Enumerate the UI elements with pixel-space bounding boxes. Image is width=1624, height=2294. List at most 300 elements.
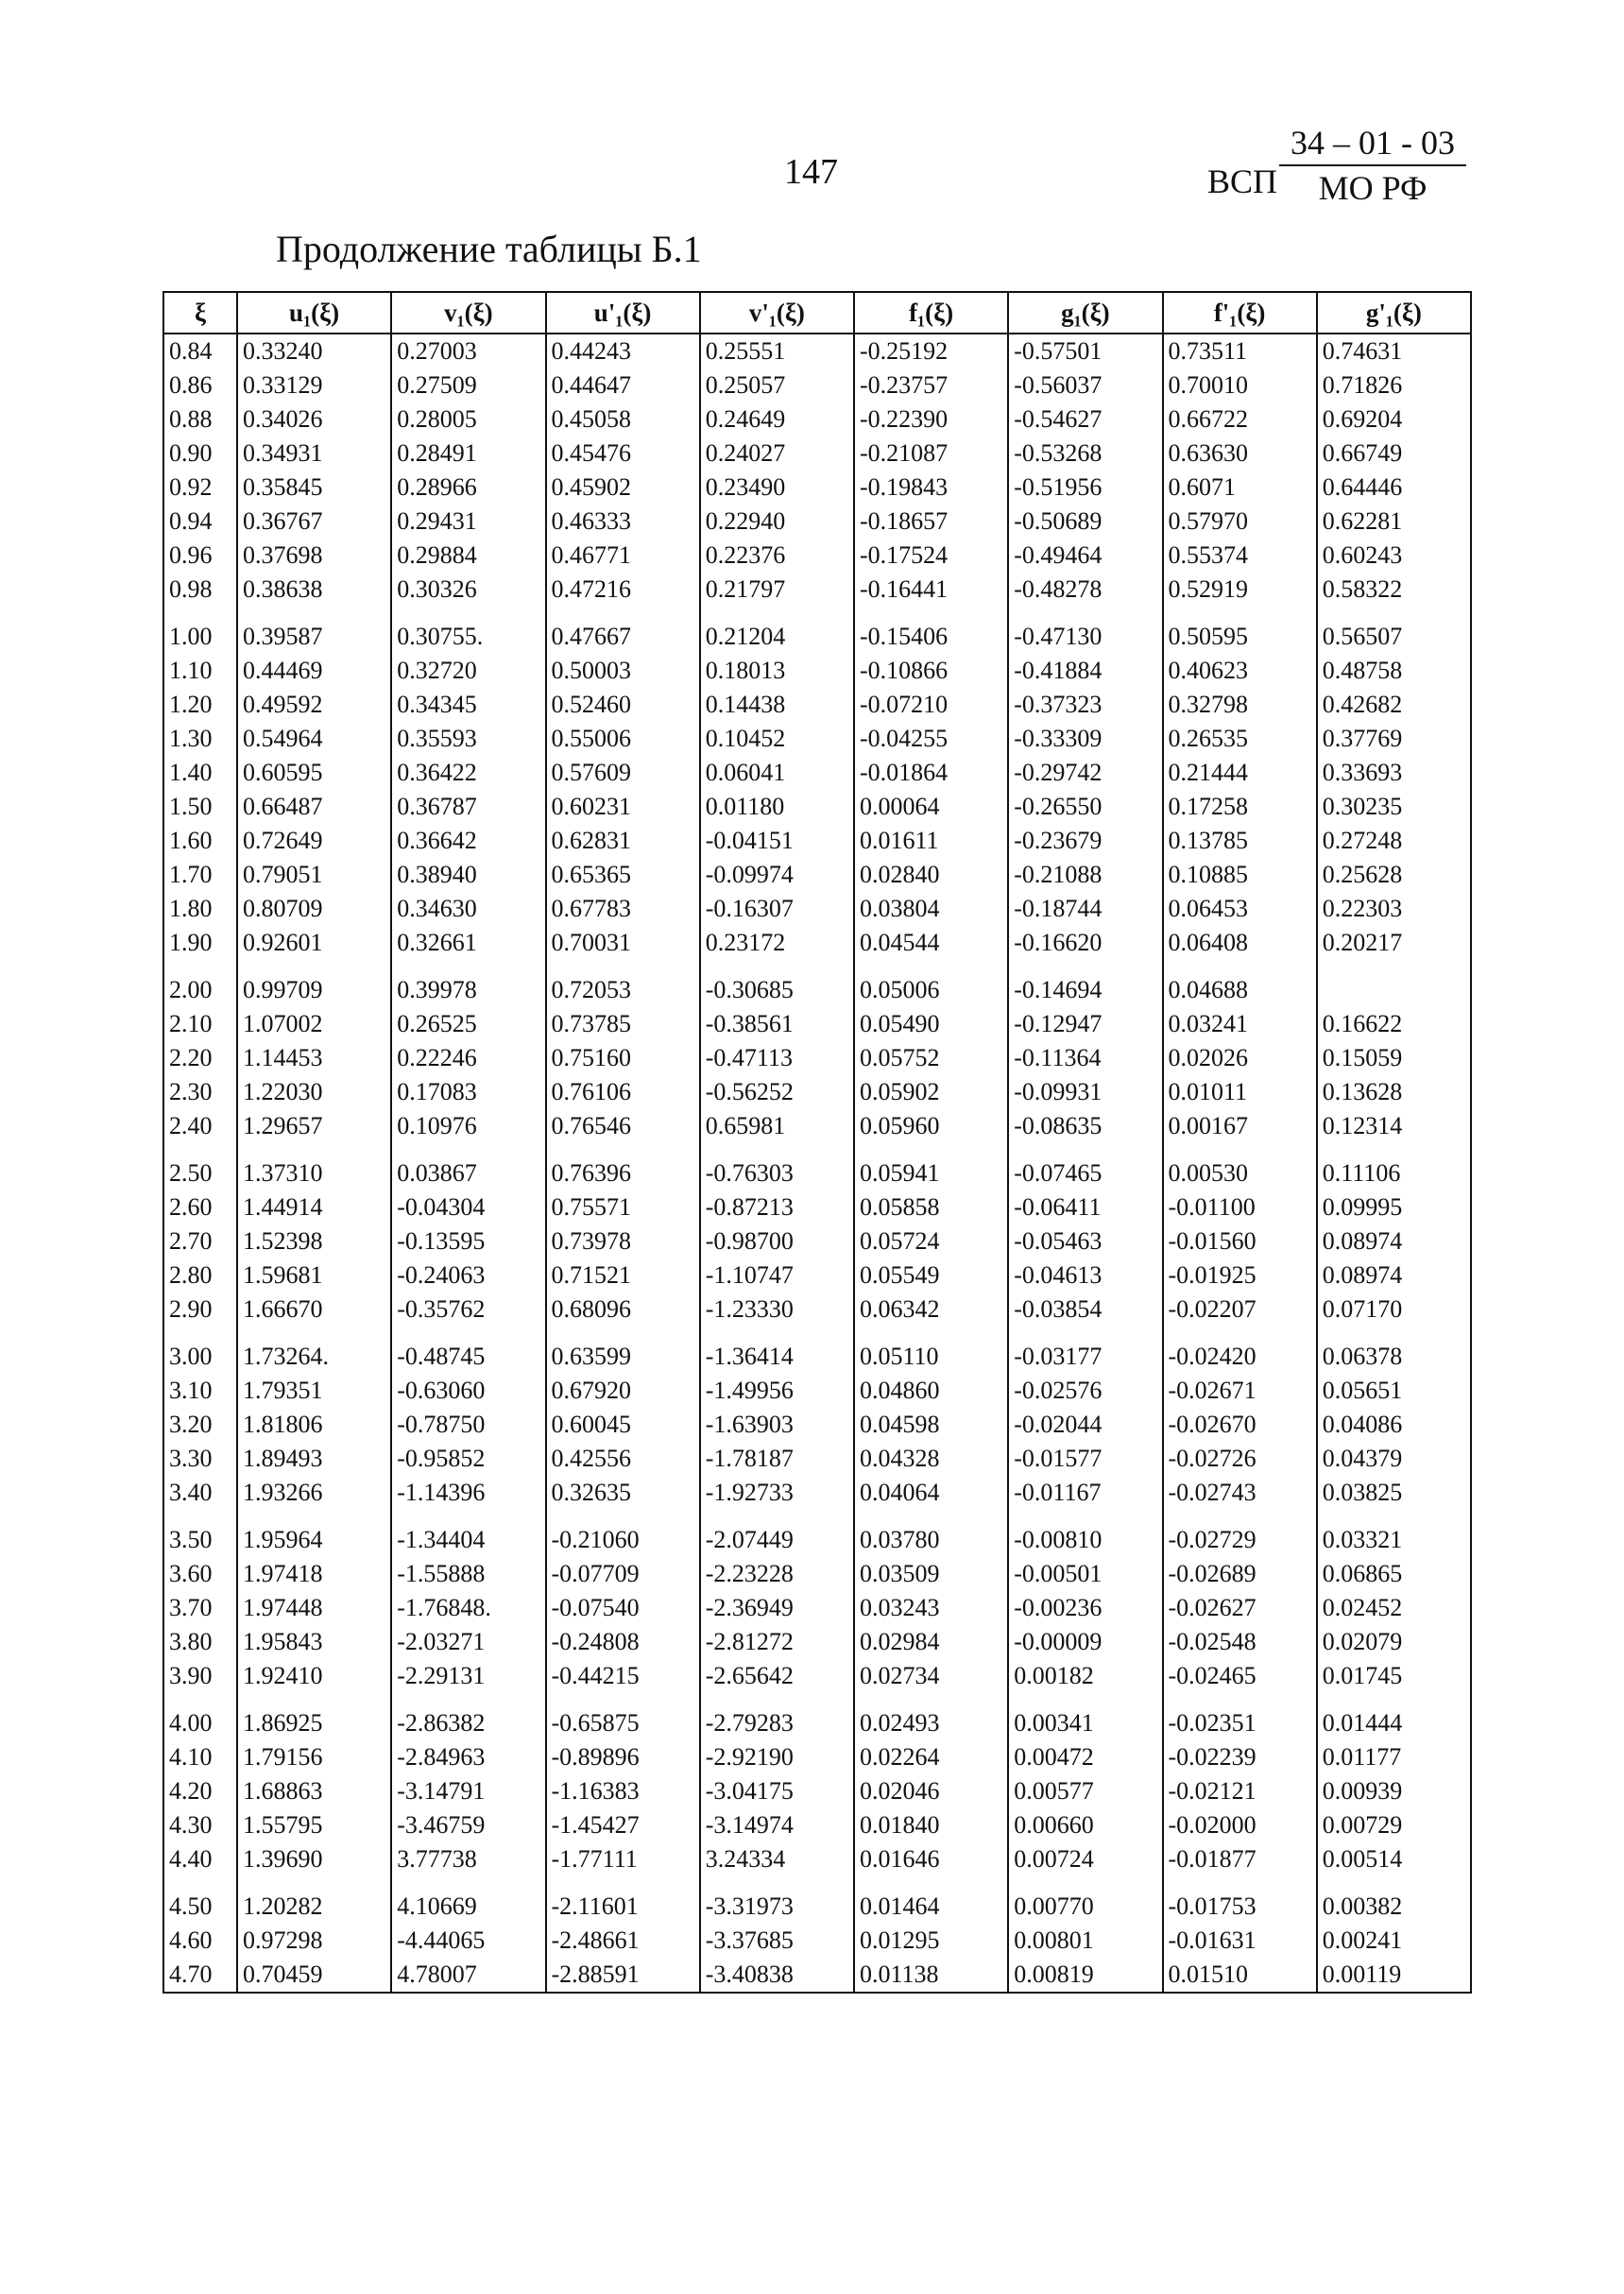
- table-cell: 0.08974: [1317, 1258, 1471, 1293]
- table-cell: 0.04688: [1163, 960, 1317, 1007]
- table-cell: 0.22246: [391, 1041, 545, 1075]
- table-cell: 0.05549: [854, 1258, 1008, 1293]
- table-body: [163, 334, 1471, 1993]
- table-cell: -0.02121: [1163, 1774, 1317, 1808]
- table-cell: 0.30235: [1317, 790, 1471, 824]
- table-cell: -2.29131: [391, 1659, 545, 1693]
- table-cell: 0.00801: [1008, 1924, 1162, 1958]
- table-row: [163, 1876, 1471, 1924]
- table-cell: -0.00009: [1008, 1625, 1162, 1659]
- table-cell: 0.01646: [854, 1842, 1008, 1876]
- table-cell: 1.59681: [237, 1258, 391, 1293]
- table-cell: 0.02026: [1163, 1041, 1317, 1075]
- table-row: [163, 505, 1471, 539]
- table-cell: 0.00472: [1008, 1740, 1162, 1774]
- table-cell: 0.00577: [1008, 1774, 1162, 1808]
- table-row: [163, 1224, 1471, 1258]
- table-cell: 1.89493: [237, 1442, 391, 1476]
- table-row: [163, 1693, 1471, 1740]
- table-cell: -0.41884: [1008, 654, 1162, 688]
- table-cell: -2.79283: [700, 1693, 854, 1740]
- table-cell: 0.58322: [1317, 573, 1471, 607]
- table-cell: 0.23490: [700, 471, 854, 505]
- table-cell: 0.92601: [237, 926, 391, 960]
- table-cell: 0.67783: [546, 892, 700, 926]
- table-cell: 0.01444: [1317, 1693, 1471, 1740]
- table-cell: -3.14974: [700, 1808, 854, 1842]
- table-cell: -0.01167: [1008, 1476, 1162, 1510]
- table-cell: -1.45427: [546, 1808, 700, 1842]
- table-cell: 2.70: [163, 1224, 237, 1258]
- table-cell: -0.02420: [1163, 1327, 1317, 1374]
- table-cell: 0.00341: [1008, 1693, 1162, 1740]
- table-cell: 0.15059: [1317, 1041, 1471, 1075]
- table-cell: 2.10: [163, 1007, 237, 1041]
- table-cell: 0.60243: [1317, 539, 1471, 573]
- table-cell: 0.57609: [546, 756, 700, 790]
- table-cell: 3.00: [163, 1327, 237, 1374]
- table-row: [163, 607, 1471, 654]
- table-cell: 0.06865: [1317, 1557, 1471, 1591]
- table-cell: 0.05110: [854, 1327, 1008, 1374]
- table-cell: -2.48661: [546, 1924, 700, 1958]
- table-cell: 0.73511: [1163, 334, 1317, 368]
- table-cell: -0.03177: [1008, 1327, 1162, 1374]
- table-cell: 0.45902: [546, 471, 700, 505]
- table-cell: 0.34630: [391, 892, 545, 926]
- table-cell: 1.92410: [237, 1659, 391, 1693]
- table-cell: 0.06041: [700, 756, 854, 790]
- table-row: [163, 1557, 1471, 1591]
- table-cell: 0.05960: [854, 1109, 1008, 1143]
- table-row: [163, 437, 1471, 471]
- table-cell: 3.30: [163, 1442, 237, 1476]
- table-cell: -0.51956: [1008, 471, 1162, 505]
- table-cell: 0.37698: [237, 539, 391, 573]
- table-row: [163, 1109, 1471, 1143]
- table-cell: -0.48278: [1008, 573, 1162, 607]
- table-cell: -2.11601: [546, 1876, 700, 1924]
- table-cell: 0.36767: [237, 505, 391, 539]
- table-cell: 3.50: [163, 1510, 237, 1557]
- table-cell: 0.05651: [1317, 1374, 1471, 1408]
- table-cell: 1.60: [163, 824, 237, 858]
- table-cell: -1.76848.: [391, 1591, 545, 1625]
- table-cell: -0.16441: [854, 573, 1008, 607]
- table-cell: 0.04086: [1317, 1408, 1471, 1442]
- table-row: [163, 926, 1471, 960]
- table-cell: 0.33693: [1317, 756, 1471, 790]
- table-cell: -0.00501: [1008, 1557, 1162, 1591]
- table-cell: -0.02351: [1163, 1693, 1317, 1740]
- table-cell: 0.08974: [1317, 1224, 1471, 1258]
- table-row: [163, 1075, 1471, 1109]
- table-cell: -0.02726: [1163, 1442, 1317, 1476]
- table-cell: -0.04255: [854, 722, 1008, 756]
- table-cell: 1.29657: [237, 1109, 391, 1143]
- table-cell: 0.01177: [1317, 1740, 1471, 1774]
- table-cell: 1.95843: [237, 1625, 391, 1659]
- table-cell: -1.34404: [391, 1510, 545, 1557]
- table-cell: 0.48758: [1317, 654, 1471, 688]
- table-cell: 0.06453: [1163, 892, 1317, 926]
- table-cell: -2.86382: [391, 1693, 545, 1740]
- table-cell: 0.04379: [1317, 1442, 1471, 1476]
- table-cell: 1.86925: [237, 1693, 391, 1740]
- table-cell: 0.00119: [1317, 1958, 1471, 1993]
- table-cell: -0.06411: [1008, 1190, 1162, 1224]
- table-row: [163, 368, 1471, 402]
- table-row: [163, 1007, 1471, 1041]
- table-cell: -0.24808: [546, 1625, 700, 1659]
- table-cell: 0.22940: [700, 505, 854, 539]
- table-cell: 0.01840: [854, 1808, 1008, 1842]
- table-cell: -1.63903: [700, 1408, 854, 1442]
- table-cell: 0.52460: [546, 688, 700, 722]
- table-cell: 0.13628: [1317, 1075, 1471, 1109]
- table-cell: -0.00236: [1008, 1591, 1162, 1625]
- table-cell: -0.38561: [700, 1007, 854, 1041]
- table-cell: 0.03243: [854, 1591, 1008, 1625]
- table-cell: 0.32720: [391, 654, 545, 688]
- table-cell: -0.01864: [854, 756, 1008, 790]
- table-cell: -0.22390: [854, 402, 1008, 437]
- table-cell: -0.21060: [546, 1510, 700, 1557]
- table-cell: 0.84: [163, 334, 237, 368]
- table-cell: 0.65365: [546, 858, 700, 892]
- table-cell: 0.56507: [1317, 607, 1471, 654]
- table-cell: 2.90: [163, 1293, 237, 1327]
- table-cell: 0.00382: [1317, 1876, 1471, 1924]
- table-cell: 0.65981: [700, 1109, 854, 1143]
- table-cell: -1.92733: [700, 1476, 854, 1510]
- table-cell: 0.03804: [854, 892, 1008, 926]
- table-cell: 0.50003: [546, 654, 700, 688]
- document-code: [1207, 123, 1466, 208]
- table-cell: -3.14791: [391, 1774, 545, 1808]
- table-cell: 0.03241: [1163, 1007, 1317, 1041]
- table-cell: -0.30685: [700, 960, 854, 1007]
- table-cell: -3.31973: [700, 1876, 854, 1924]
- column-header: f₁(ξ): [854, 292, 1008, 334]
- table-cell: 2.40: [163, 1109, 237, 1143]
- table-row: [163, 824, 1471, 858]
- table-cell: 0.34026: [237, 402, 391, 437]
- table-cell: 0.02452: [1317, 1591, 1471, 1625]
- table-cell: 0.45476: [546, 437, 700, 471]
- table-cell: -0.02670: [1163, 1408, 1317, 1442]
- table-cell: 0.29431: [391, 505, 545, 539]
- table-cell: -0.44215: [546, 1659, 700, 1693]
- table-row: [163, 1958, 1471, 1993]
- table-cell: -0.01577: [1008, 1442, 1162, 1476]
- table-cell: 4.30: [163, 1808, 237, 1842]
- table-cell: -0.49464: [1008, 539, 1162, 573]
- document-code-numerator: 34 – 01 - 03: [1279, 123, 1466, 166]
- table-cell: 3.80: [163, 1625, 237, 1659]
- table-cell: 1.52398: [237, 1224, 391, 1258]
- column-header: g'₁(ξ): [1317, 292, 1471, 334]
- table-cell: 0.97298: [237, 1924, 391, 1958]
- table-cell: 1.80: [163, 892, 237, 926]
- table-cell: 1.20282: [237, 1876, 391, 1924]
- table-cell: 0.21204: [700, 607, 854, 654]
- table-cell: -0.10866: [854, 654, 1008, 688]
- table-cell: -0.01100: [1163, 1190, 1317, 1224]
- table-cell: -0.65875: [546, 1693, 700, 1740]
- table-cell: 0.02079: [1317, 1625, 1471, 1659]
- table-cell: 0.66749: [1317, 437, 1471, 471]
- table-cell: -0.89896: [546, 1740, 700, 1774]
- table-cell: 0.05902: [854, 1075, 1008, 1109]
- table-cell: 4.60: [163, 1924, 237, 1958]
- column-header: g₁(ξ): [1008, 292, 1162, 334]
- table-cell: 0.25551: [700, 334, 854, 368]
- table-row: [163, 1041, 1471, 1075]
- table-cell: -0.98700: [700, 1224, 854, 1258]
- table-cell: 0.36422: [391, 756, 545, 790]
- table-cell: 1.81806: [237, 1408, 391, 1442]
- table-cell: -0.03854: [1008, 1293, 1162, 1327]
- table-cell: -0.04304: [391, 1190, 545, 1224]
- table-cell: -0.04151: [700, 824, 854, 858]
- table-cell: 0.28005: [391, 402, 545, 437]
- table-cell: -3.46759: [391, 1808, 545, 1842]
- table-cell: 0.42556: [546, 1442, 700, 1476]
- table-cell: 3.77738: [391, 1842, 545, 1876]
- table-cell: -0.13595: [391, 1224, 545, 1258]
- table-cell: 1.07002: [237, 1007, 391, 1041]
- table-cell: 0.71826: [1317, 368, 1471, 402]
- table-cell: 0.32798: [1163, 688, 1317, 722]
- column-header: v'₁(ξ): [700, 292, 854, 334]
- table-cell: 0.70459: [237, 1958, 391, 1993]
- table-cell: 2.30: [163, 1075, 237, 1109]
- table-cell: 1.97448: [237, 1591, 391, 1625]
- table-cell: 0.05752: [854, 1041, 1008, 1075]
- table-cell: 0.03825: [1317, 1476, 1471, 1510]
- column-header: ξ: [163, 292, 237, 334]
- document-code-fraction: [1279, 123, 1466, 208]
- table-cell: 0.44469: [237, 654, 391, 688]
- table-cell: 0.23172: [700, 926, 854, 960]
- table-cell: 0.16622: [1317, 1007, 1471, 1041]
- table-cell: -3.04175: [700, 1774, 854, 1808]
- table-cell: 0.98: [163, 573, 237, 607]
- table-cell: 0.27248: [1317, 824, 1471, 858]
- table-cell: 2.60: [163, 1190, 237, 1224]
- table-cell: 0.38940: [391, 858, 545, 892]
- table-cell: 0.04064: [854, 1476, 1008, 1510]
- table-cell: 0.33129: [237, 368, 391, 402]
- column-header: f'₁(ξ): [1163, 292, 1317, 334]
- table-cell: 1.73264.: [237, 1327, 391, 1374]
- table-cell: 0.42682: [1317, 688, 1471, 722]
- table-cell: -0.29742: [1008, 756, 1162, 790]
- table-cell: -1.16383: [546, 1774, 700, 1808]
- column-header: u₁(ξ): [237, 292, 391, 334]
- table-cell: 0.24027: [700, 437, 854, 471]
- table-cell: -0.21088: [1008, 858, 1162, 892]
- table-row: [163, 1293, 1471, 1327]
- table-cell: -0.07465: [1008, 1143, 1162, 1190]
- table-cell: 0.00182: [1008, 1659, 1162, 1693]
- table-cell: -0.07540: [546, 1591, 700, 1625]
- table-cell: 0.47667: [546, 607, 700, 654]
- table-cell: -0.02576: [1008, 1374, 1162, 1408]
- table-cell: 0.24649: [700, 402, 854, 437]
- table-cell: -2.84963: [391, 1740, 545, 1774]
- table-row: [163, 858, 1471, 892]
- table-row: [163, 1476, 1471, 1510]
- table-cell: -1.78187: [700, 1442, 854, 1476]
- table-row: [163, 722, 1471, 756]
- table-cell: 0.17258: [1163, 790, 1317, 824]
- table-cell: -0.01631: [1163, 1924, 1317, 1958]
- table-cell: 0.55374: [1163, 539, 1317, 573]
- table-cell: 3.60: [163, 1557, 237, 1591]
- table-cell: 0.66487: [237, 790, 391, 824]
- table-row: [163, 1842, 1471, 1876]
- table-cell: 0.36787: [391, 790, 545, 824]
- table-cell: 1.22030: [237, 1075, 391, 1109]
- table-cell: 1.44914: [237, 1190, 391, 1224]
- table-cell: -0.05463: [1008, 1224, 1162, 1258]
- table-cell: 0.10452: [700, 722, 854, 756]
- table-cell: -2.81272: [700, 1625, 854, 1659]
- table-cell: -0.63060: [391, 1374, 545, 1408]
- table-cell: 0.88: [163, 402, 237, 437]
- table-cell: -0.07709: [546, 1557, 700, 1591]
- table-cell: 0.96: [163, 539, 237, 573]
- table-cell: -3.40838: [700, 1958, 854, 1993]
- table-cell: 0.06378: [1317, 1327, 1471, 1374]
- table-cell: 0.01510: [1163, 1958, 1317, 1993]
- table-cell: -1.55888: [391, 1557, 545, 1591]
- table-cell: -1.14396: [391, 1476, 545, 1510]
- table-cell: 0.60231: [546, 790, 700, 824]
- table-cell: 1.79351: [237, 1374, 391, 1408]
- table-cell: -0.56037: [1008, 368, 1162, 402]
- table-cell: [1317, 960, 1471, 1007]
- table-cell: 0.35593: [391, 722, 545, 756]
- table-cell: -0.15406: [854, 607, 1008, 654]
- table-cell: 0.22376: [700, 539, 854, 573]
- table-cell: 1.50: [163, 790, 237, 824]
- table-cell: -2.92190: [700, 1740, 854, 1774]
- document-code-prefix: ВСП: [1207, 163, 1278, 200]
- table-cell: -0.08635: [1008, 1109, 1162, 1143]
- table-cell: 0.00064: [854, 790, 1008, 824]
- table-cell: -0.24063: [391, 1258, 545, 1293]
- table-cell: 0.76106: [546, 1075, 700, 1109]
- table-cell: 0.05490: [854, 1007, 1008, 1041]
- table-cell: -0.02743: [1163, 1476, 1317, 1510]
- table-cell: -0.33309: [1008, 722, 1162, 756]
- table-cell: -0.00810: [1008, 1510, 1162, 1557]
- table-cell: 0.86: [163, 368, 237, 402]
- table-cell: -0.09931: [1008, 1075, 1162, 1109]
- table-cell: 0.18013: [700, 654, 854, 688]
- table-cell: 0.29884: [391, 539, 545, 573]
- table-cell: -1.36414: [700, 1327, 854, 1374]
- table-row: [163, 790, 1471, 824]
- table-cell: 0.14438: [700, 688, 854, 722]
- table-cell: 0.00167: [1163, 1109, 1317, 1143]
- table-cell: 1.14453: [237, 1041, 391, 1075]
- table-cell: 0.73785: [546, 1007, 700, 1041]
- data-table: [162, 291, 1472, 1994]
- table-cell: 1.70: [163, 858, 237, 892]
- table-cell: 0.55006: [546, 722, 700, 756]
- table-cell: 0.00530: [1163, 1143, 1317, 1190]
- table-cell: 0.46771: [546, 539, 700, 573]
- table-cell: 0.46333: [546, 505, 700, 539]
- table-cell: -2.65642: [700, 1659, 854, 1693]
- table-cell: 0.57970: [1163, 505, 1317, 539]
- table-cell: 1.40: [163, 756, 237, 790]
- table-cell: 0.71521: [546, 1258, 700, 1293]
- table-cell: 0.66722: [1163, 402, 1317, 437]
- table-cell: 3.70: [163, 1591, 237, 1625]
- table-cell: -0.18744: [1008, 892, 1162, 926]
- table-cell: 0.70031: [546, 926, 700, 960]
- table-cell: 0.30326: [391, 573, 545, 607]
- table-cell: -0.02239: [1163, 1740, 1317, 1774]
- table-cell: 0.99709: [237, 960, 391, 1007]
- table-cell: 0.10976: [391, 1109, 545, 1143]
- table-cell: -0.07210: [854, 688, 1008, 722]
- table-cell: 0.00770: [1008, 1876, 1162, 1924]
- table-cell: 0.50595: [1163, 607, 1317, 654]
- table-cell: 0.73978: [546, 1224, 700, 1258]
- table-cell: 0.60595: [237, 756, 391, 790]
- table-cell: 1.39690: [237, 1842, 391, 1876]
- table-cell: -0.17524: [854, 539, 1008, 573]
- table-cell: 0.63630: [1163, 437, 1317, 471]
- table-cell: -0.02044: [1008, 1408, 1162, 1442]
- document-code-denominator: МО РФ: [1318, 169, 1427, 207]
- table-cell: -0.02465: [1163, 1659, 1317, 1693]
- table-cell: -0.18657: [854, 505, 1008, 539]
- table-cell: -0.04613: [1008, 1258, 1162, 1293]
- table-row: [163, 1143, 1471, 1190]
- table-cell: 0.01611: [854, 824, 1008, 858]
- table-cell: 0.00724: [1008, 1842, 1162, 1876]
- table-row: [163, 471, 1471, 505]
- table-cell: -1.23330: [700, 1293, 854, 1327]
- table-cell: 3.24334: [700, 1842, 854, 1876]
- table-header-row: [163, 292, 1471, 334]
- table-cell: 0.00729: [1317, 1808, 1471, 1842]
- table-cell: -0.01753: [1163, 1876, 1317, 1924]
- table-cell: 0.90: [163, 437, 237, 471]
- table-cell: 0.05858: [854, 1190, 1008, 1224]
- table-cell: 0.94: [163, 505, 237, 539]
- table-cell: -0.76303: [700, 1143, 854, 1190]
- table-cell: 0.02493: [854, 1693, 1008, 1740]
- table-row: [163, 573, 1471, 607]
- table-cell: -2.36949: [700, 1591, 854, 1625]
- table-cell: 0.00660: [1008, 1808, 1162, 1842]
- table-cell: 0.02840: [854, 858, 1008, 892]
- table-cell: 0.38638: [237, 573, 391, 607]
- table-cell: 0.69204: [1317, 402, 1471, 437]
- table-row: [163, 1774, 1471, 1808]
- table-cell: 0.45058: [546, 402, 700, 437]
- table-cell: 3.40: [163, 1476, 237, 1510]
- table-cell: -2.03271: [391, 1625, 545, 1659]
